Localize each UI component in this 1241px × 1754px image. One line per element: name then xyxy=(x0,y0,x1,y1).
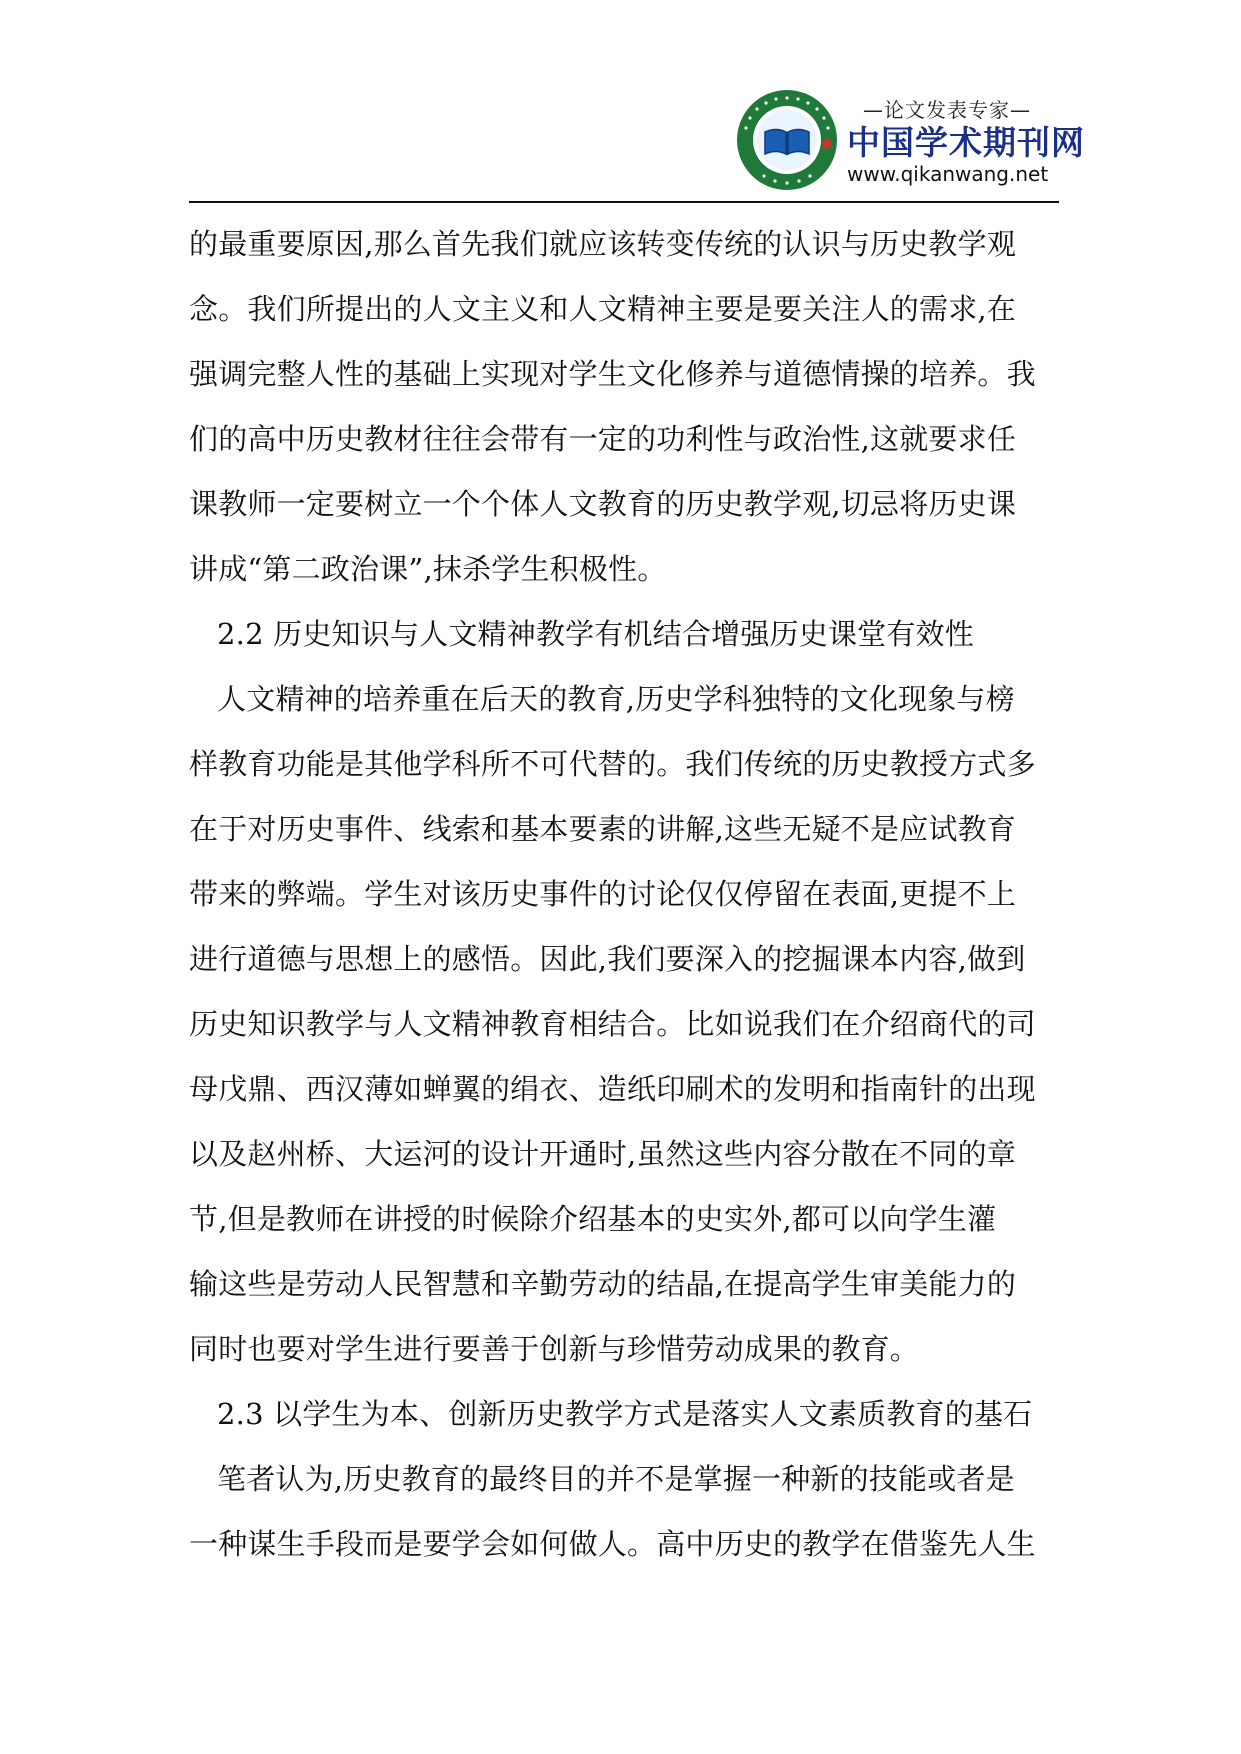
text-line: 进行道德与思想上的感悟。因此,我们要深入的挖掘课本内容,做到 xyxy=(189,942,1026,976)
text-line: 强调完整人性的基础上实现对学生文化修养与道德情操的培养。我 xyxy=(189,357,1036,391)
text-line: 人文精神的培养重在后天的教育,历史学科独特的文化现象与榜 xyxy=(217,682,1015,716)
text-line: 同时也要对学生进行要善于创新与珍惜劳动成果的教育。 xyxy=(189,1332,920,1366)
site-logo xyxy=(735,88,1085,198)
logo-text-block xyxy=(847,94,1085,186)
text-line: 课教师一定要树立一个个体人文教育的历史教学观,切忌将历史课 xyxy=(189,487,1017,521)
text-line: 的最重要原因,那么首先我们就应该转变传统的认识与历史教学观 xyxy=(189,227,1017,261)
logo-site-url: www.qikanwang.net xyxy=(847,162,1049,186)
logo-brand-name: 中国学术期刊网 xyxy=(847,123,1085,162)
text-line: 讲成“第二政治课”,抹杀学生积极性。 xyxy=(189,552,667,586)
logo-tagline: —论文发表专家— xyxy=(863,98,1031,122)
header-divider xyxy=(189,201,1059,203)
page-header xyxy=(189,88,1085,200)
document-body xyxy=(189,212,1049,1577)
book-seal-icon xyxy=(735,88,840,193)
text-line: 以及赵州桥、大运河的设计开通时,虽然这些内容分散在不同的章 xyxy=(189,1137,1017,1171)
text-line: 一种谋生手段而是要学会如何做人。高中历史的教学在借鉴先人生 xyxy=(189,1527,1036,1561)
text-line: 念。我们所提出的人文主义和人文精神主要是要关注人的需求,在 xyxy=(189,292,1017,326)
text-line: 母戊鼎、西汉薄如蝉翼的绢衣、造纸印刷术的发明和指南针的出现 xyxy=(189,1072,1036,1106)
text-line: 历史知识教学与人文精神教育相结合。比如说我们在介绍商代的司 xyxy=(189,1007,1036,1041)
text-line: 笔者认为,历史教育的最终目的并不是掌握一种新的技能或者是 xyxy=(217,1462,1015,1496)
text-line: 们的高中历史教材往往会带有一定的功利性与政治性,这就要求任 xyxy=(189,422,1017,456)
text-line: 在于对历史事件、线索和基本要素的讲解,这些无疑不是应试教育 xyxy=(189,812,1017,846)
section-heading: 2.3 以学生为本、创新历史教学方式是落实人文素质教育的基石 xyxy=(217,1397,1033,1431)
text-line: 节,但是教师在讲授的时候除介绍基本的史实外,都可以向学生灌 xyxy=(189,1202,997,1236)
text-line: 带来的弊端。学生对该历史事件的讨论仅仅停留在表面,更提不上 xyxy=(189,877,1017,911)
text-line: 输这些是劳动人民智慧和辛勤劳动的结晶,在提高学生审美能力的 xyxy=(189,1267,1017,1301)
text-line: 样教育功能是其他学科所不可代替的。我们传统的历史教授方式多 xyxy=(189,747,1036,781)
section-heading: 2.2 历史知识与人文精神教学有机结合增强历史课堂有效性 xyxy=(217,617,974,651)
